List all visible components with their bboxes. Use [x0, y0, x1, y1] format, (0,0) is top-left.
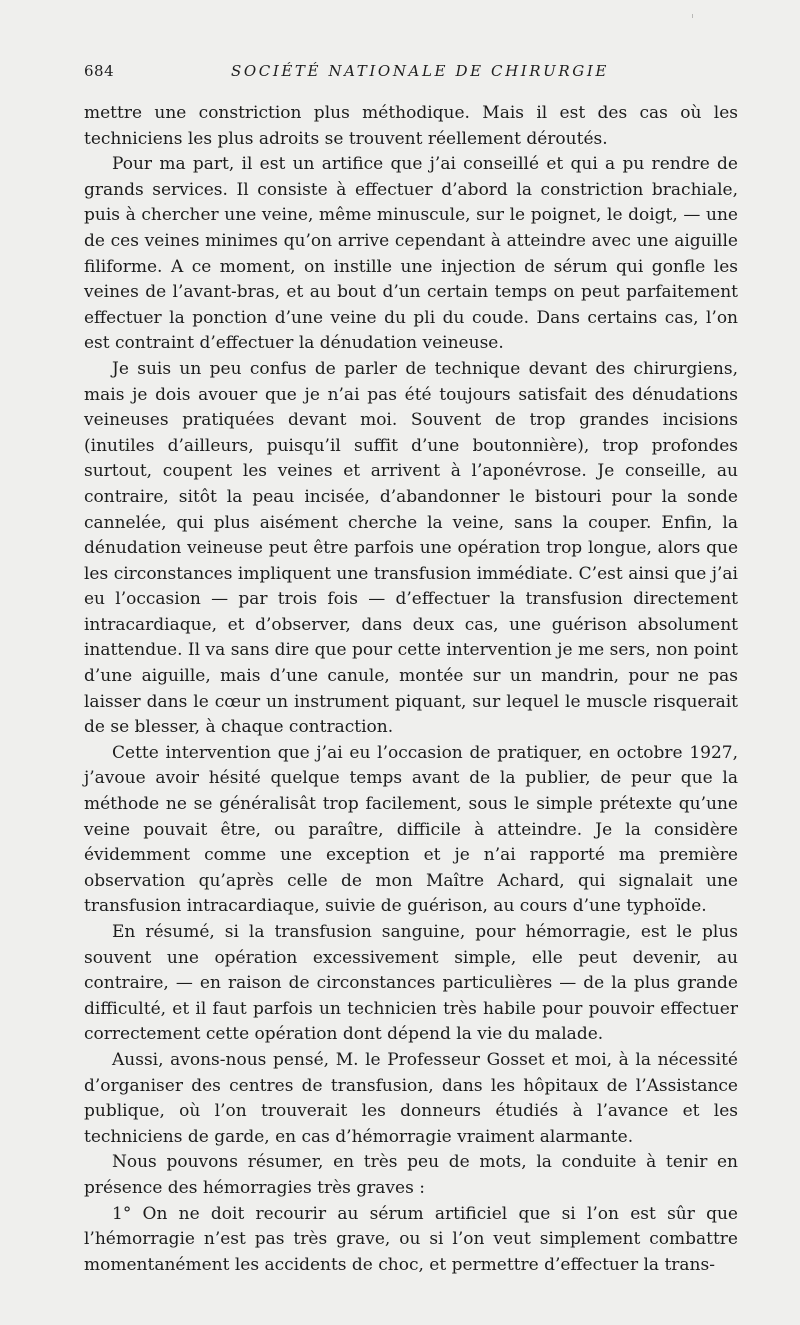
running-header	[84, 60, 738, 88]
body-text	[84, 101, 738, 1278]
paragraph: Aussi, avons-nous pensé, M. le Professeur Gosset et moi, à la nécessité d’organiser des centres de transfusion, dans les hôpitaux de l’Assistance publique, où l’on trouverait les donneurs étudiés à l’avance et les techniciens de garde, en cas d’hémorragie vraiment alarmante.	[84, 1049, 738, 1147]
paragraph: Je suis un peu confus de parler de technique devant des chirurgiens, mais je dois avouer que je n’ai pas été toujours satisfait des dénudations veineuses pratiquées devant moi. Souvent de trop grandes incisions (inutiles d’ailleurs, puisqu’il suffit d’une boutonnière), trop profondes surtout, coupent les veines et arrivent à l’aponévrose. Je conseille, au contraire, sitôt la peau incisée, d’abandonner le bistouri pour la sonde cannelée, qui plus aisément cherche la veine, sans la couper. Enfin, la dénudation veineuse peut être parfois une opération trop longue, alors que les circonstances impliquent une transfusion immédiate. C’est ainsi que j’ai eu l’occasion — par trois fois — d’effectuer la transfusion directement intracardiaque, et d’observer, dans deux cas, une guérison absolument inattendue. Il va sans dire que pour cette intervention je me sers, non point d’une aiguille, mais d’une canule, montée sur un mandrin, pour ne pas laisser dans le cœur un instrument piquant, sur lequel le muscle risquerait de se blesser, à chaque contraction.	[84, 358, 738, 738]
paper-speck	[692, 14, 693, 18]
numbered-paragraph: 1° On ne doit recourir au sérum artificiel que si l’on est sûr que l’hémorragie n’est pas très grave, ou si l’on veut simplement combattre momentanément les accidents de choc, et permettre d’effectuer la trans-	[84, 1203, 738, 1275]
running-title: SOCIÉTÉ NATIONALE DE CHIRURGIE	[231, 62, 609, 80]
paragraph: Pour ma part, il est un artifice que j’ai conseillé et qui a pu rendre de grands services. Il consiste à effectuer d’abord la constriction brachiale, puis à chercher une veine, même minuscule, sur le poignet, le doigt, — une de ces veines minimes qu’on arrive cependant à atteindre avec une aiguille filiforme. A ce moment, on instille une injection de sérum qui gonfle les veines de l’avant-bras, et au bout d’un certain temps on peut parfaitement effectuer la ponction d’une veine du pli du coude. Dans certains cas, l’on est contraint d’effectuer la dénudation veineuse.	[84, 154, 738, 354]
paragraph-continuation: mettre une constriction plus méthodique. Mais il est des cas où les techniciens les plus adroits se trouvent réellement déroutés.	[84, 103, 738, 149]
paragraph: En résumé, si la transfusion sanguine, pour hémorragie, est le plus souvent une opération excessivement simple, elle peut devenir, au contraire, — en raison de circonstances particulières — de la plus grande difficulté, et il faut parfois un technicien très habile pour pouvoir effectuer correctement cette opération dont dépend la vie du malade.	[84, 922, 738, 1045]
page-number: 684	[84, 62, 115, 80]
paragraph: Nous pouvons résumer, en très peu de mots, la conduite à tenir en présence des hémorragies très graves :	[84, 1152, 738, 1198]
paragraph: Cette intervention que j’ai eu l’occasion de pratiquer, en octobre 1927, j’avoue avoir hésité quelque temps avant de la publier, de peur que la méthode ne se généralisât trop facilement, sous le simple prétexte qu’une veine pouvait être, ou paraître, difficile à atteindre. Je la considère évidemment comme une exception et je n’ai rapporté ma première observation qu’après celle de mon Maître Achard, qui signalait une transfusion intracardiaque, suivie de guérison, au cours d’une typhoïde.	[84, 742, 738, 917]
